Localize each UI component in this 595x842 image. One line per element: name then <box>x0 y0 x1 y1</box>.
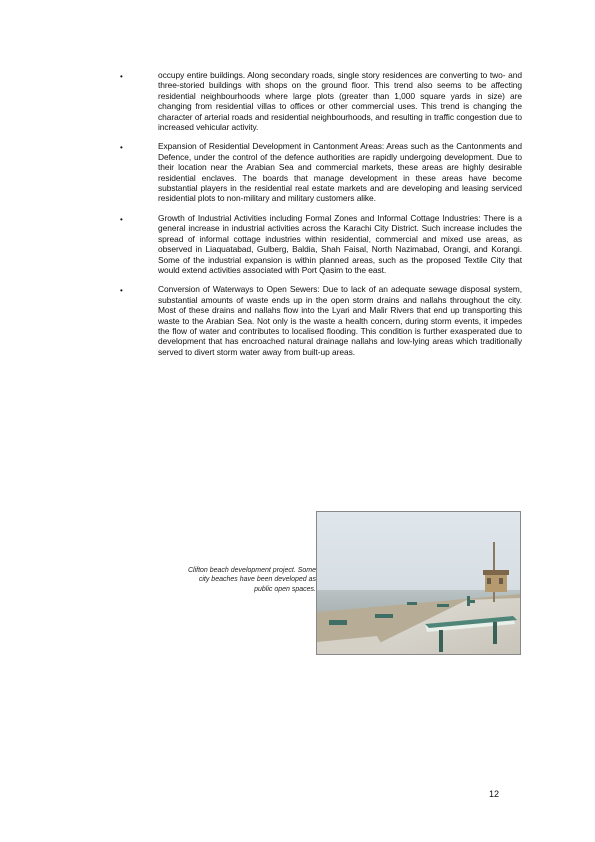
bullet-marker: • <box>120 72 123 81</box>
bullet-text: Growth of Industrial Activities including Formal Zones and Informal Cottage Industries: There is a general increase in industrial activities across the Karachi City District. Such increase includes the spread of informal cottage industries within residential, commercial and mixed use areas, as observed in Liaquatabad, Gulberg, Baldia, Shah Faisal, North Nazimabad, Orangi, and Korangi. Some of the industrial expansion is within planned areas, such as the proposed Textile City that would extend activities associated with Port Qasim to the east. <box>158 212 522 275</box>
bullet-text: Conversion of Waterways to Open Sewers: Due to lack of an adequate sewage disposal system, substantial amounts of waste ends up in the open storm drains and nallahs throughout the city. Most of these drains and nallahs flow into the Lyari and Malir Rivers that end up transporting this waste to the Arabian Sea. Not only is the waste a health concern, during storm events, it impedes the flow of water and contributes to localised flooding. This condition is further exasperated due to development that has encroached natural drainage nallahs and low-lying areas which traditionally served to divert storm water away from built-up areas. <box>158 284 522 357</box>
bullet-marker: • <box>120 143 123 153</box>
bullet-text: Expansion of Residential Development in Cantonment Areas: Areas such as the Cantonments and Defence, under the control of the defence authorities are rapidly undergoing development. Due to their location near the Arabian Sea and commercial markets, these areas are highly desirable residential enclaves. The boards that manage development in these areas have become substantial players in the residential real estate markets and are developing and leasing serviced residential plots to non-military and military customers alike. <box>158 141 522 204</box>
bullet-marker: • <box>120 286 123 296</box>
bullet-marker: • <box>120 214 123 224</box>
bullet-item <box>118 141 522 203</box>
bullet-item <box>118 284 522 357</box>
bullet-item <box>118 70 522 132</box>
photo-caption: Clifton beach development project. Some city beaches have been developed as public open spaces. <box>187 567 316 593</box>
bullet-list <box>118 70 522 366</box>
beach-photo <box>316 511 521 655</box>
bullet-text: occupy entire buildings. Along secondary roads, single story residences are converting to two- and three-storied buildings with shops on the ground floor. This trend also seems to be affecting residential neighbourhoods where large plots (greater than 1,000 square yards in size) are changing from residential villas to offices or other commercial uses. This trend is changing the character of arterial roads and residential neighbourhoods, and resulting in traffic congestion due to increased vehicular activity. <box>158 70 522 133</box>
page-number: 12 <box>489 789 500 799</box>
bullet-item <box>118 213 522 275</box>
